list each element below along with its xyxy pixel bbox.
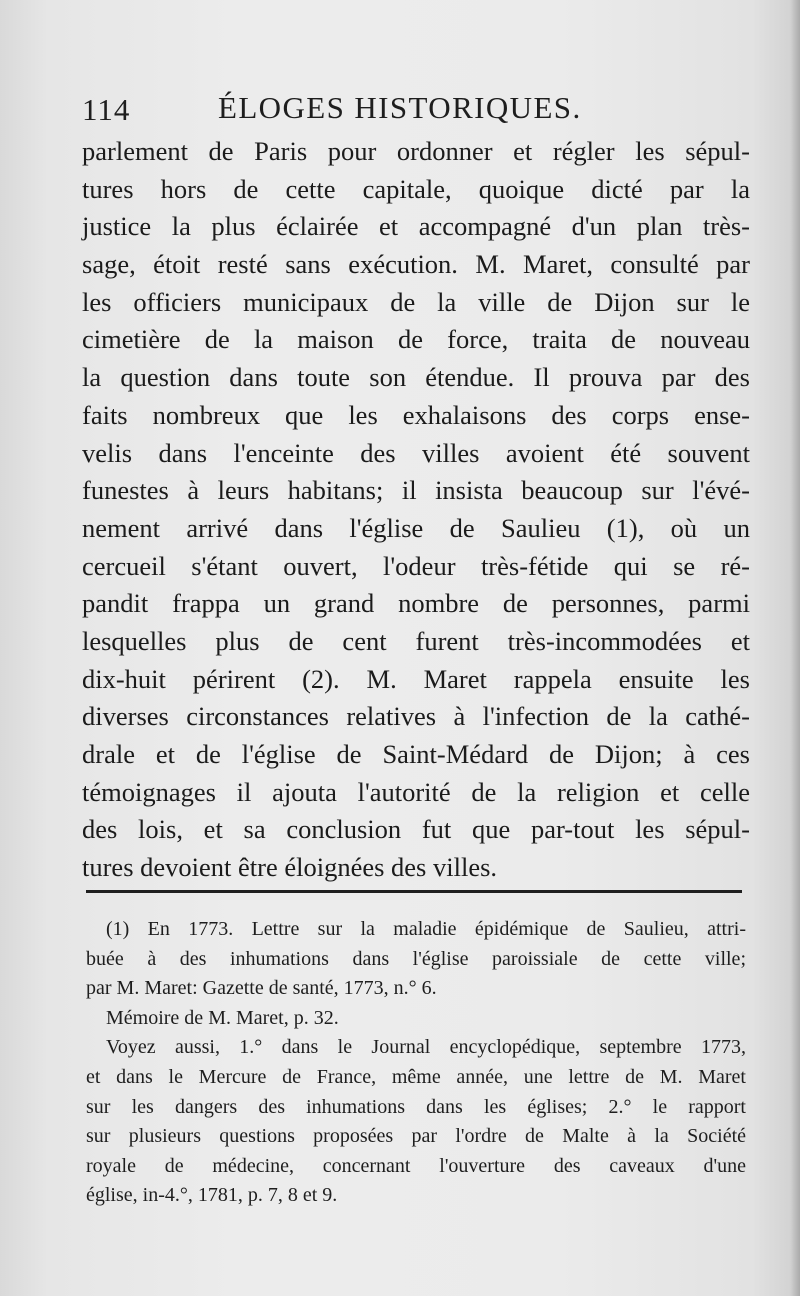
body-line: diverses circonstances relatives à l'infection de la cathé- bbox=[82, 701, 750, 732]
body-line: faits nombreux que les exhalaisons des corps ense- bbox=[82, 399, 750, 430]
body-line: cimetière de la maison de force, traita de nouveau bbox=[82, 324, 750, 355]
page-title: ÉLOGES HISTORIQUES. bbox=[218, 90, 582, 125]
body-line: parlement de Paris pour ordonner et régler les sépul- bbox=[82, 136, 750, 166]
footnote-line: royale de médecine, concernant l'ouverture des caveaux d'une bbox=[86, 1154, 746, 1177]
body-line: la question dans toute son étendue. Il prouva par des bbox=[82, 362, 750, 393]
body-line: des lois, et sa conclusion fut que par-tout les sépul- bbox=[82, 814, 750, 845]
body-line: nement arrivé dans l'église de Saulieu (1), où un bbox=[82, 512, 750, 543]
body-line: dix-huit périrent (2). M. Maret rappela ensuite les bbox=[82, 663, 750, 694]
body-line: velis dans l'enceinte des villes avoient été souvent bbox=[82, 437, 750, 468]
footnotes bbox=[86, 915, 746, 1211]
footnote-line: sur plusieurs questions proposées par l'ordre de Malte à la Société bbox=[86, 1125, 746, 1148]
body-line: pandit frappa un grand nombre de personnes, parmi bbox=[82, 588, 750, 619]
footnote-line: Mémoire de M. Maret, p. 32. bbox=[106, 1006, 339, 1029]
body-line: drale et de l'église de Saint-Médard de Dijon; à ces bbox=[82, 739, 750, 769]
footnote-line: par M. Maret: Gazette de santé, 1773, n.° 6. bbox=[86, 977, 437, 1000]
body-line: lesquelles plus de cent furent très-incommodées et bbox=[82, 625, 750, 656]
footnote-line: église, in-4.°, 1781, p. 7, 8 et 9. bbox=[86, 1184, 338, 1207]
body-line: cercueil s'étant ouvert, l'odeur très-fétide qui se ré- bbox=[82, 550, 750, 581]
body-line: témoignages il ajouta l'autorité de la religion et celle bbox=[82, 776, 750, 807]
body-line: les officiers municipaux de la ville de Dijon sur le bbox=[82, 286, 750, 317]
page-number: 114 bbox=[82, 92, 131, 127]
body-text bbox=[82, 133, 750, 887]
body-line: tures hors de cette capitale, quoique dicté par la bbox=[82, 173, 750, 204]
footnote-line: Voyez aussi, 1.° dans le Journal encyclopédique, septembre 1773, bbox=[106, 1036, 746, 1059]
footnote-line: buée à des inhumations dans l'église paroissiale de cette ville; bbox=[86, 947, 746, 970]
body-line: tures devoient être éloignées des villes. bbox=[82, 852, 498, 883]
footnote-divider bbox=[86, 890, 742, 893]
running-head bbox=[82, 90, 732, 134]
footnote-line: sur les dangers des inhumations dans les églises; 2.° le rapport bbox=[86, 1095, 746, 1118]
body-line: justice la plus éclairée et accompagné d'un plan très- bbox=[82, 211, 750, 242]
footnote-line: et dans le Mercure de France, même année, une lettre de M. Maret bbox=[86, 1065, 746, 1088]
body-line: funestes à leurs habitans; il insista beaucoup sur l'évé- bbox=[82, 475, 750, 506]
body-line: sage, étoit resté sans exécution. M. Maret, consulté par bbox=[82, 249, 750, 280]
footnote-line: (1) En 1773. Lettre sur la maladie épidémique de Saulieu, attri- bbox=[106, 918, 746, 940]
